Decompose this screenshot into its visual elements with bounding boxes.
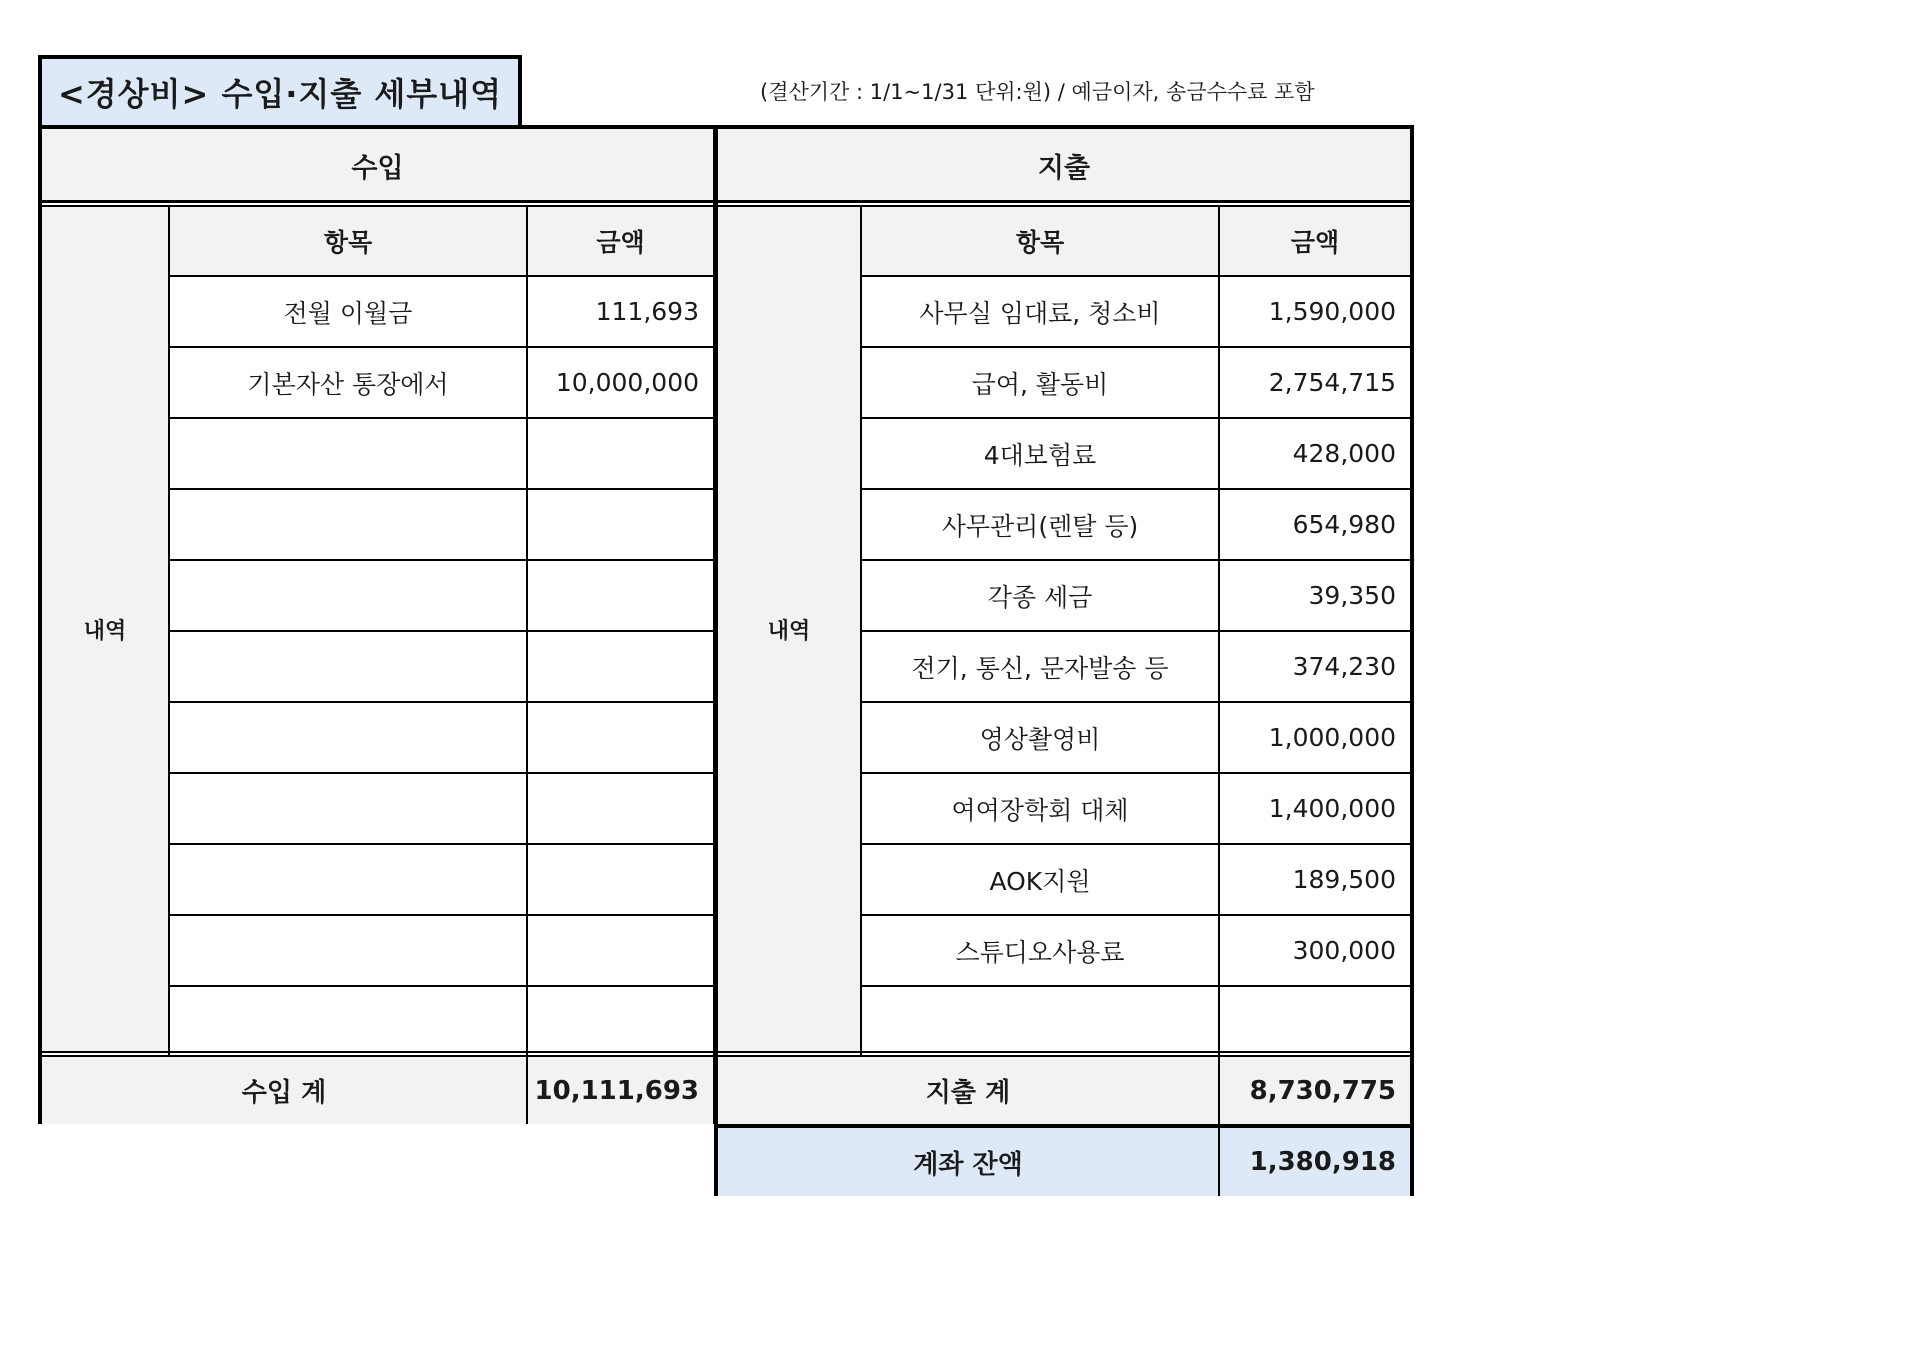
expense-total-amount: 8,730,775 <box>1249 1075 1396 1106</box>
income-row-amount: 111,693 <box>595 297 699 326</box>
expense-row-item: 여여장학회 대체 <box>951 795 1129 825</box>
income-table <box>38 125 717 1124</box>
expense-row-amount: 39,350 <box>1308 581 1396 610</box>
income-row-item <box>170 845 526 914</box>
income-col-item: 항목 <box>323 228 373 257</box>
income-row-item <box>170 632 526 701</box>
income-row-label: 내역 <box>83 618 127 644</box>
income-row-item: 기본자산 통장에서 <box>247 369 449 399</box>
expense-row-amount: 1,400,000 <box>1268 794 1396 823</box>
expense-row-amount: 374,230 <box>1292 652 1396 681</box>
expense-row-amount <box>1220 987 1410 1051</box>
income-row-item <box>170 987 526 1051</box>
expense-row-item: 사무관리(렌탈 등) <box>941 511 1139 541</box>
expense-header: 지출 <box>1037 152 1091 184</box>
expense-row-item: 사무실 임대료, 청소비 <box>919 298 1161 328</box>
expense-row-amount: 1,000,000 <box>1268 723 1396 752</box>
expense-row-amount: 2,754,715 <box>1268 368 1396 397</box>
income-row-item <box>170 561 526 630</box>
expense-row-item: 전기, 통신, 문자발송 등 <box>911 653 1169 683</box>
balance-label: 계좌 잔액 <box>913 1149 1023 1180</box>
income-row-amount <box>528 845 713 914</box>
expense-row-amount: 1,590,000 <box>1268 297 1396 326</box>
expense-row-item: 각종 세금 <box>987 582 1093 612</box>
page-title: <경상비> 수입·지출 세부내역 <box>38 55 522 125</box>
expense-total-label: 지출 계 <box>925 1078 1011 1108</box>
expense-row-amount: 189,500 <box>1292 865 1396 894</box>
income-row-item <box>170 916 526 985</box>
income-row-item <box>170 419 526 488</box>
expense-row-item: 스튜디오사용료 <box>955 937 1125 967</box>
income-row-item <box>170 703 526 772</box>
income-row-item <box>170 774 526 843</box>
income-row-amount: 10,000,000 <box>555 368 699 397</box>
income-row-amount <box>528 703 713 772</box>
balance-amount: 1,380,918 <box>1249 1147 1396 1177</box>
expense-row-item <box>862 987 1218 1051</box>
income-row-amount <box>528 490 713 559</box>
expense-row-amount: 300,000 <box>1292 936 1396 965</box>
expense-row-item: 영상촬영비 <box>979 724 1101 754</box>
income-row-amount <box>528 774 713 843</box>
income-header: 수입 <box>351 152 404 184</box>
income-row-amount <box>528 987 713 1051</box>
expense-col-amount: 금액 <box>1290 228 1340 257</box>
expense-col-item: 항목 <box>1015 228 1065 257</box>
income-row-amount <box>528 561 713 630</box>
expense-row-amount: 428,000 <box>1292 439 1396 468</box>
period-note: (결산기간 : 1/1~1/31 단위:원) / 예금이자, 송금수수료 포함 <box>760 80 1315 104</box>
income-col-amount: 금액 <box>596 228 645 257</box>
expense-row-item: 4대보험료 <box>983 440 1097 470</box>
income-row-item <box>170 490 526 559</box>
income-row-amount <box>528 916 713 985</box>
income-total-label: 수입 계 <box>241 1078 327 1108</box>
income-row-amount <box>528 632 713 701</box>
income-total-amount: 10,111,693 <box>534 1075 699 1106</box>
expense-row-item: 급여, 활동비 <box>971 369 1109 399</box>
expense-row-item: AOK지원 <box>989 866 1091 896</box>
expense-row-amount: 654,980 <box>1292 510 1396 539</box>
income-row-item: 전월 이월금 <box>283 298 413 328</box>
expense-table <box>714 125 1414 1196</box>
expense-row-label: 내역 <box>767 618 811 644</box>
income-row-amount <box>528 419 713 488</box>
